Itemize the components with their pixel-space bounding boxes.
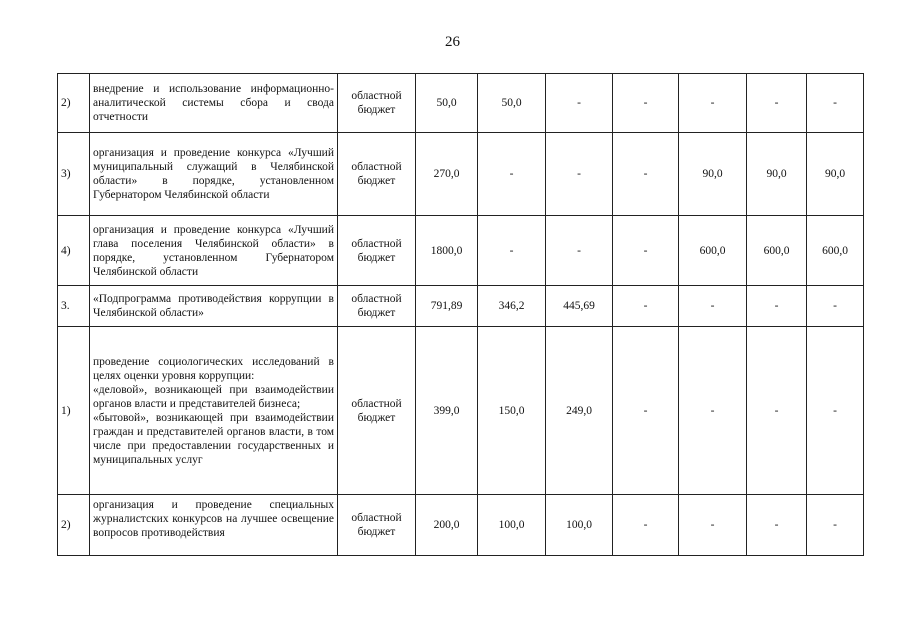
row-name-text: организация и проведение конкурса «Лучший муниципальный служащий в Челябинской области» в порядке, установленном Губернатором Челябинской области — [93, 147, 334, 201]
value-cell: - — [613, 327, 679, 495]
row-name — [90, 286, 338, 327]
row-number: 4) — [58, 216, 90, 286]
table-row — [58, 216, 864, 286]
page-number: 26 — [445, 34, 460, 50]
value-cell: 445,69 — [546, 286, 613, 327]
value-cell: - — [747, 495, 807, 556]
funding-source: областной бюджет — [338, 216, 416, 286]
value-cell: 270,0 — [416, 133, 478, 216]
table-row — [58, 495, 864, 556]
value-cell: - — [747, 286, 807, 327]
table-row — [58, 327, 864, 495]
value-cell: 50,0 — [416, 74, 478, 133]
budget-table — [57, 73, 864, 556]
funding-source: областной бюджет — [338, 74, 416, 133]
table-row — [58, 133, 864, 216]
value-cell: - — [546, 216, 613, 286]
value-cell: - — [679, 327, 747, 495]
value-cell: - — [613, 74, 679, 133]
value-cell: 90,0 — [679, 133, 747, 216]
value-cell: 100,0 — [546, 495, 613, 556]
value-cell: 90,0 — [807, 133, 864, 216]
row-name-text: «деловой», возникающей при взаимодействии органов власти и представителей бизнеса; — [93, 383, 334, 410]
row-name — [90, 133, 338, 216]
value-cell: 200,0 — [416, 495, 478, 556]
funding-source: областной бюджет — [338, 495, 416, 556]
row-name-text: «бытовой», возникающей при взаимодействии граждан и представителей органов власти, в том числе при предоставлении государственных и муниципальных услуг — [93, 411, 334, 466]
value-cell: - — [807, 286, 864, 327]
value-cell: - — [613, 495, 679, 556]
row-name-text: внедрение и использование информационно-аналитической системы сбора и свода отчетности — [93, 83, 334, 123]
value-cell: 100,0 — [478, 495, 546, 556]
value-cell: - — [546, 74, 613, 133]
row-name — [90, 495, 338, 556]
funding-source: областной бюджет — [338, 327, 416, 495]
value-cell: 600,0 — [807, 216, 864, 286]
row-number: 3. — [58, 286, 90, 327]
value-cell: 249,0 — [546, 327, 613, 495]
value-cell: 50,0 — [478, 74, 546, 133]
row-number: 2) — [58, 495, 90, 556]
value-cell: - — [679, 286, 747, 327]
value-cell: - — [747, 327, 807, 495]
row-number: 1) — [58, 327, 90, 495]
table-row — [58, 286, 864, 327]
value-cell: 600,0 — [679, 216, 747, 286]
value-cell: 150,0 — [478, 327, 546, 495]
value-cell: 791,89 — [416, 286, 478, 327]
value-cell: - — [747, 74, 807, 133]
row-name-text: организация и проведение конкурса «Лучший глава поселения Челябинской области» в порядке, установленном Губернатором Челябинской области — [93, 223, 334, 278]
row-name-text: «Подпрограмма противодействия коррупции в Челябинской области» — [93, 293, 334, 319]
funding-source: областной бюджет — [338, 286, 416, 327]
row-number: 2) — [58, 74, 90, 133]
value-cell: - — [613, 216, 679, 286]
value-cell: - — [807, 74, 864, 133]
row-name — [90, 74, 338, 133]
value-cell: - — [807, 495, 864, 556]
table-row — [58, 74, 864, 133]
value-cell: 346,2 — [478, 286, 546, 327]
value-cell: - — [613, 133, 679, 216]
value-cell: 90,0 — [747, 133, 807, 216]
row-name — [90, 216, 338, 286]
value-cell: - — [807, 327, 864, 495]
value-cell: - — [546, 133, 613, 216]
value-cell: - — [679, 495, 747, 556]
value-cell: 399,0 — [416, 327, 478, 495]
value-cell: - — [613, 286, 679, 327]
funding-source: областной бюджет — [338, 133, 416, 216]
value-cell: 1800,0 — [416, 216, 478, 286]
value-cell: - — [679, 74, 747, 133]
value-cell: - — [478, 216, 546, 286]
row-number: 3) — [58, 133, 90, 216]
value-cell: 600,0 — [747, 216, 807, 286]
row-name — [90, 327, 338, 495]
row-name-text: организация и проведение специальных журналистских конкурсов на лучшее освещение вопросов противодействия — [93, 499, 334, 539]
value-cell: - — [478, 133, 546, 216]
row-name-text: проведение социологических исследований в целях оценки уровня коррупции: — [93, 355, 334, 382]
